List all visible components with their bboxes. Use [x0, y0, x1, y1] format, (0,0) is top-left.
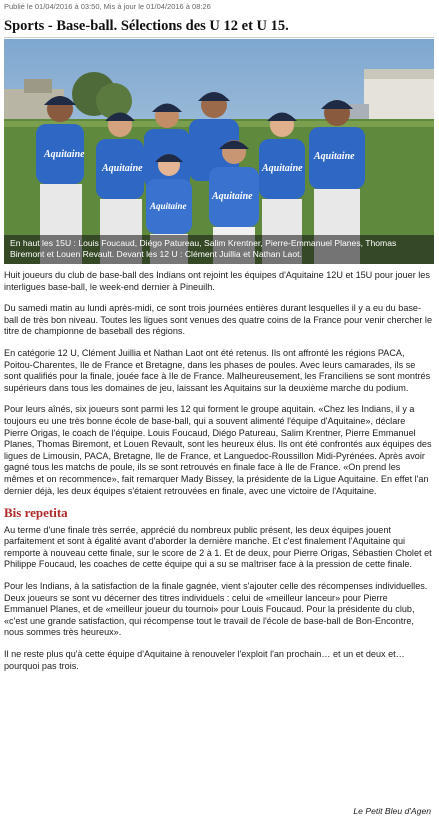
svg-text:Aquitaine: Aquitaine	[212, 191, 253, 202]
article-paragraph: Pour leurs aînés, six joueurs sont parmi les 12 qui forment le groupe aquitain. «Chez les Indians, il y a toujours eu une très bonne école de base-ball, qui a souvent alimenté l'équipe d'Aquitaine», déclare Pierre Origas, le coach de l'équipe. Louis Foucaud, Diégo Patureau, Salim Krentner, Pierre Emmanuel Planes, Thomas Biremont, et Louen Revault, sont les heureux élus. Ils ont été confrontés aux équipes des ligues de Limousin, PACA, Bretagne, Ile de France, et Languedoc-Roussillon Midi-Pyrénées. Après avoir gagné tous les matchs de poule, ils se sont retrouvés en finale face à Ile de France. «On prend les mêmes et on recommence», fait remarquer Mady Bissey, la présidente de la Ligue Aquitaine. En effet l'an dernier déjà, les deux équipes s'étaient retrouvées en finale, avec une victoire de l'Aquitaine.	[4, 404, 432, 496]
publication-meta: Publié le 01/04/2016 à 03:50, Mis à jour le 01/04/2016 à 08:26	[4, 2, 211, 11]
article-paragraph: Du samedi matin au lundi après-midi, ce sont trois journées entières durant lesquelles il y a eu du base-ball de très bon niveau. Toutes les ligues sont venues des quatre coins de la France pour venir chercher le titre de championne de baseball des régions.	[4, 303, 432, 337]
article-paragraph: Il ne reste plus qu'à cette équipe d'Aquitaine à renouveler l'exploit l'an prochain… et un et deux et… pourquoi pas trois.	[4, 649, 405, 671]
article-paragraph: Au terme d'une finale très serrée, apprécié du nombreux public présent, les deux équipes jouent parfaitement et sont à égalité avant d'aborder la dernière manche. Et c'est finalement l'Aquitaine qui remporte à nouveau cette finale, sur le score de 2 à 1. Et de deux, pour Pierre Origas, Sébastien Cholet et Philippe Foucaud, les coaches de cette équipe qui a su se maîtriser face à la pression de cette finale.	[4, 524, 432, 570]
article-paragraph: Huit joueurs du club de base-ball des Indians ont rejoint les équipes d'Aquitaine 12U et 15U pour jouer les interligues base-ball, le week-end dernier à Pineuilh.	[4, 270, 430, 292]
article-paragraph: En catégorie 12 U, Clément Juillia et Nathan Laot ont été retenus. Ils ont affronté les régions PACA, Poitou-Charentes, Ile de France et Bretagne, dans les phases de poules. Avec leurs camarades, ils se sont qualifiés pour la finale, jouée face à Ile de France. Malheureusement, les Franciliens se sont montrés supérieurs dans tous les domaines de jeu, laissant les Aquitains sur la deuxième marche du podium.	[4, 347, 431, 393]
article-headline: Sports - Base-ball. Sélections des U 12 et U 15.	[4, 18, 289, 34]
article-subhead: Bis repetita	[4, 505, 68, 521]
article-body	[4, 270, 432, 682]
article-paragraph: Pour les Indians, à la satisfaction de la finale gagnée, vient s'ajouter celle des récompenses individuelles. Deux joueurs se sont vu décerner des titres individuels : celui de «meilleur lanceur» pour Pierre Emmanuel Planes, et de «meilleur joueur du tournoi» pour Louis Foucaud. Pour la présidente du club, «c'est une grande satisfaction, qui récompense tout le travail de l'école de base-ball de Bon-Encontre, nous sommes très heureux».	[4, 581, 428, 638]
source-signature: Le Petit Bleu d'Agen	[353, 806, 431, 816]
team-photo[interactable]	[4, 39, 434, 264]
team-photo-illustration	[4, 39, 434, 264]
jersey-text: Aquitaine	[44, 149, 85, 160]
svg-text:Aquitaine: Aquitaine	[314, 151, 355, 162]
headline-divider	[4, 37, 434, 38]
svg-text:Aquitaine: Aquitaine	[102, 163, 143, 174]
svg-text:Aquitaine: Aquitaine	[150, 201, 187, 211]
photo-caption: En haut les 15U : Louis Foucaud, Diégo Patureau, Salim Krentner, Pierre-Emmanuel Planes, Thomas Biremont et Louen Revault. Devant les 12 U : Clément Juillia et Nathan Laot.	[4, 235, 434, 264]
svg-text:Aquitaine: Aquitaine	[262, 163, 303, 174]
